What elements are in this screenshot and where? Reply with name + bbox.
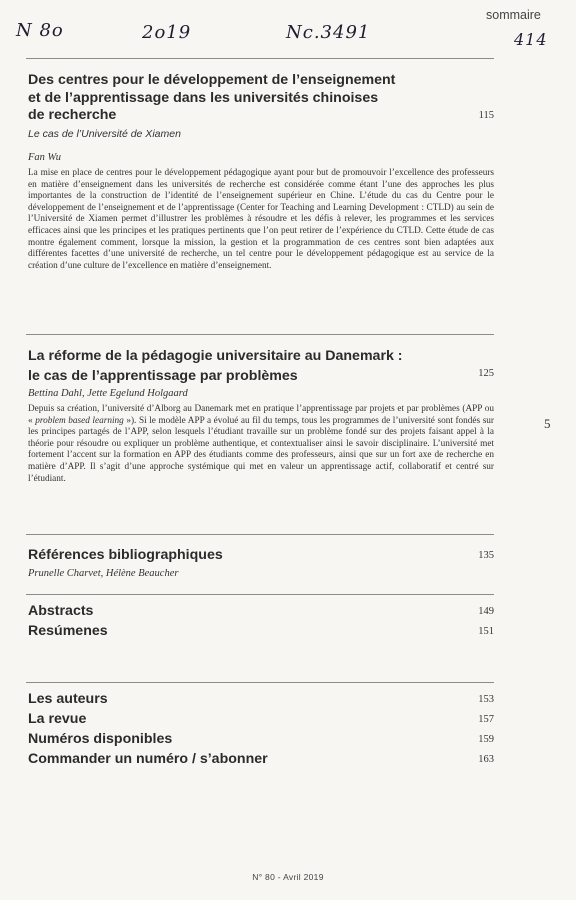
article-2-title-line: le cas de l’apprentissage par problèmes (28, 368, 298, 384)
article-1-abstract: La mise en place de centres pour le développement pédagogique ayant pour but de promouvoir l’excellence des professeurs en matière d’enseignement dans les universités de recherche est considérée comme étant l’une des approches les plus importantes de la construction de l’identité de l’enseignement supérieur en Chine. L’étude du cas du Centre pour le développement de l’enseignement et de l’apprentissage (Center for Teaching and Learning Development : CTLD) au sein de l’Université de Xiamen permet d’illustrer les problèmes à résoudre et les défis à relever, les programmes et les services efficaces ainsi que les principes et les pratiques pertinents que l’on peut retirer de l’expérience du CTLD. Cette étude de cas montre également comment, lorsque la mission, la gestion et la programmation de ces centres sont bien adaptées aux différentes facettes d’une université de recherche, un tel centre pour le développement pédagogique est au service de la création d’une culture de l’excellence en matière d’enseignement. (28, 168, 494, 271)
abstracts-title[interactable]: Abstracts (28, 603, 94, 619)
abstracts-page-number: 149 (478, 606, 494, 617)
references-page-number: 135 (478, 550, 494, 561)
back-entry-commander-page: 163 (478, 754, 494, 765)
references-title[interactable]: Références bibliographiques (28, 547, 223, 563)
divider (26, 58, 494, 59)
resumenes-title[interactable]: Resúmenes (28, 623, 108, 639)
divider (26, 594, 494, 595)
section-label: sommaire (486, 8, 541, 22)
article-2-abstract-part: »). Si le modèle APP a évolué au fil du temps, tous les programmes de l’université sont fondés sur les principes partagés de l’APP, selon lesquels l’étudiant travaille sur un problème fondé sur des projets faisant appel à la théorie pour résoudre ou expliquer un problème authentique, et contextualiser ainsi le savoir disciplinaire. L’université met fortement l’accent sur la formation en APP des étudiants comme des professeurs, ainsi que sur un fort axe de recherche en matière d’APP. Il s’agit d’une approche systémique qui met en valeur un apprentissage actif, collaboratif et centré sur l’étudiant. (28, 415, 495, 484)
divider (26, 334, 494, 335)
article-1-title-line: et de l’apprentissage dans les universités chinoises (28, 89, 379, 106)
back-entry-numeros[interactable]: Numéros disponibles (28, 731, 173, 747)
article-2-abstract (28, 404, 494, 485)
references-authors: Prunelle Charvet, Hélène Beaucher (28, 568, 179, 579)
back-entry-revue-page: 157 (478, 714, 494, 725)
handwritten-catalog-number: Nc.3491 (286, 22, 371, 43)
handwritten-corner-note: 414 (514, 30, 548, 49)
back-entry-authors-page: 153 (478, 694, 494, 705)
article-1-title-line: de recherche (28, 107, 117, 123)
divider (26, 682, 494, 683)
article-2-abstract-italic: problem based learning (35, 415, 124, 426)
page-number: 5 (544, 416, 551, 431)
handwritten-issue-number: N 8o (16, 20, 64, 41)
article-1-authors: Fan Wu (28, 152, 61, 163)
article-2-authors: Bettina Dahl, Jette Egelund Holgaard (28, 388, 188, 399)
article-2-title[interactable] (28, 346, 478, 386)
article-1-subtitle: Le cas de l’Université de Xiamen (28, 128, 181, 140)
article-1-title[interactable] (28, 72, 468, 125)
resumenes-page-number: 151 (478, 626, 494, 637)
article-1-title-line: Des centres pour le développement de l’enseignement (28, 72, 396, 88)
footer-issue: N° 80 - Avril 2019 (252, 872, 324, 882)
article-2-title-line: La réforme de la pédagogie universitaire au Danemark : (28, 348, 403, 364)
back-entry-revue[interactable]: La revue (28, 711, 87, 727)
divider (26, 534, 494, 535)
back-entry-authors[interactable]: Les auteurs (28, 691, 108, 707)
back-entry-commander[interactable]: Commander un numéro / s’abonner (28, 751, 268, 767)
handwritten-year: 2o19 (142, 22, 192, 43)
article-2-page-number: 125 (478, 368, 494, 379)
article-2-abstract-part: Depuis sa création, l’université d’Alborg au Danemark met en pratique l’apprentissage par projets et par problèmes (APP ou « (28, 404, 494, 426)
article-1-page-number: 115 (478, 110, 494, 121)
back-entry-numeros-page: 159 (478, 734, 494, 745)
